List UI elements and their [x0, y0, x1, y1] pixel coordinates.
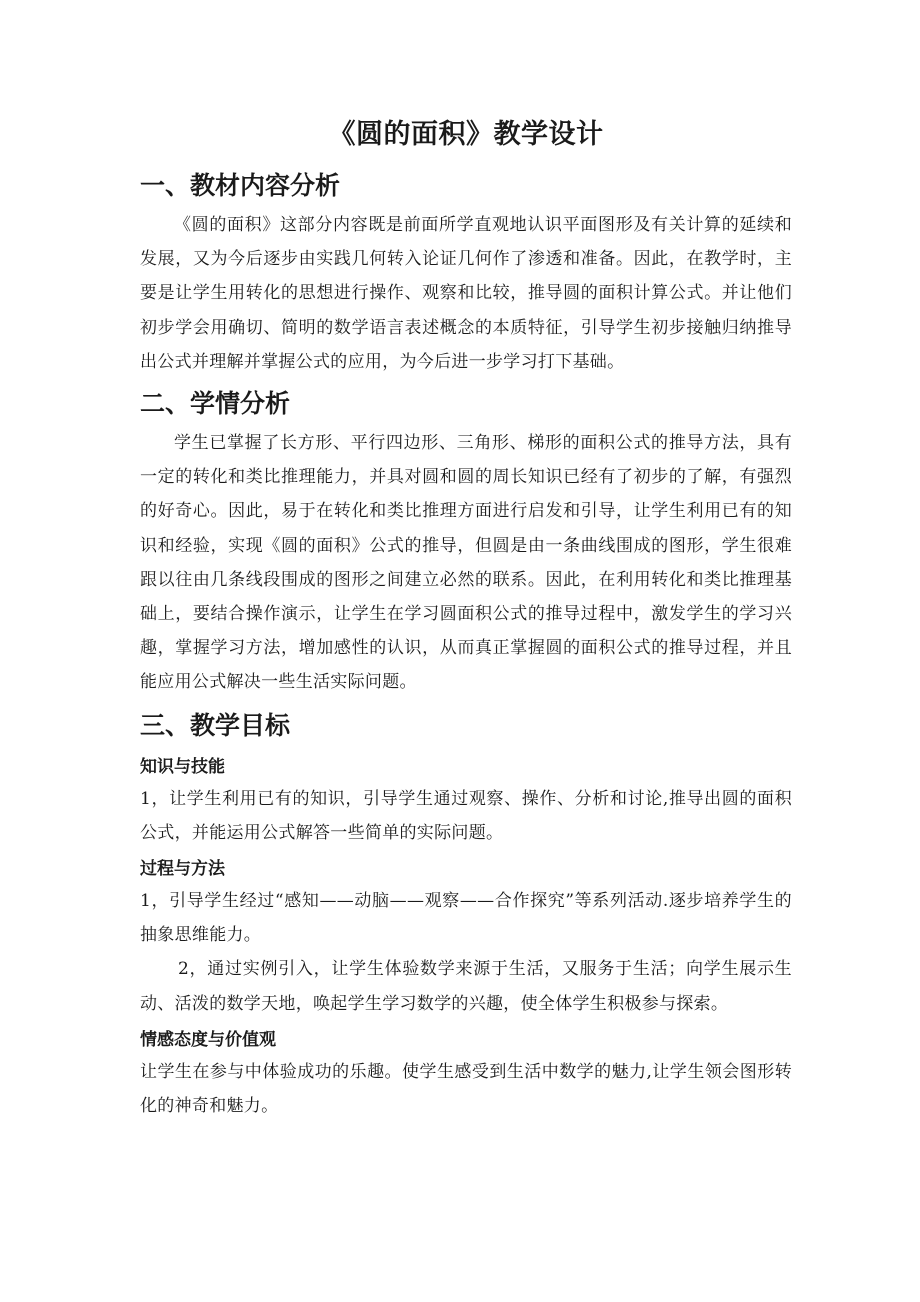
subheading-process-method: 过程与方法: [140, 859, 225, 880]
section-heading-student-analysis: 二、学情分析: [140, 389, 291, 419]
paragraph-student-analysis: 学生已掌握了长方形、平行四边形、三角形、梯形的面积公式的推导方法，具有一定的转化和类比推理能力，并具对圆和圆的周长知识已经有了初步的了解，有强烈的好奇心。因此，易于在转化和类比推理方面进行启发和引导，让学生利用已有的知识和经验，实现《圆的面积》公式的推导，但圆是由一条曲线围成的图形，学生很难跟以往由几条线段围成的图形之间建立必然的联系。因此，在利用转化和类比推理基础上，要结合操作演示，让学生在学习圆面积公式的推导过程中，激发学生的学习兴趣，掌握学习方法，增加感性的认识，从而真正掌握圆的面积公式的推导过程，并且能应用公式解决一些生活实际问题。: [140, 433, 792, 693]
paragraph-textbook-analysis: 《圆的面积》这部分内容既是前面所学直观地认识平面图形及有关计算的延续和发展，又为今后逐步由实践几何转入论证几何作了渗透和准备。因此，在教学时，主要是让学生用转化的思想进行操作、观察和比较，推导圆的面积计算公式。并让他们初步学会用确切、简明的数学语言表述概念的本质特征，引导学生初步接触归纳推导出公式并理解并掌握公式的应用，为今后进一步学习打下基础。: [140, 215, 792, 372]
document-page: [140, 112, 792, 1123]
section-heading-teaching-objectives: 三、教学目标: [140, 710, 291, 740]
paragraph-emotion-values: 让学生在参与中体验成功的乐趣。使学生感受到生活中数学的魅力,让学生领会图形转化的神奇和魅力。: [140, 1061, 792, 1117]
subheading-emotion-values: 情感态度与价值观: [140, 1029, 276, 1050]
document-title: 《圆的面积》教学设计: [328, 119, 604, 150]
subheading-knowledge-skills: 知识与技能: [140, 756, 225, 777]
paragraph-knowledge-skills: 1，让学生利用已有的知识，引导学生通过观察、操作、分析和讨论,推导出圆的面积公式，并能运用公式解答一些简单的实际问题。: [140, 788, 792, 843]
paragraph-process-method-2: 2，通过实例引入，让学生体验数学来源于生活，又服务于生活；向学生展示生动、活泼的数学天地，唤起学生学习数学的兴趣，使全体学生积极参与探索。: [140, 959, 792, 1014]
section-heading-textbook-analysis: 一、教材内容分析: [140, 171, 341, 200]
paragraph-process-method-1: 1，引导学生经过“感知——动脑——观察——合作探究”等系列活动.逐步培养学生的抽象思维能力。: [140, 891, 792, 946]
